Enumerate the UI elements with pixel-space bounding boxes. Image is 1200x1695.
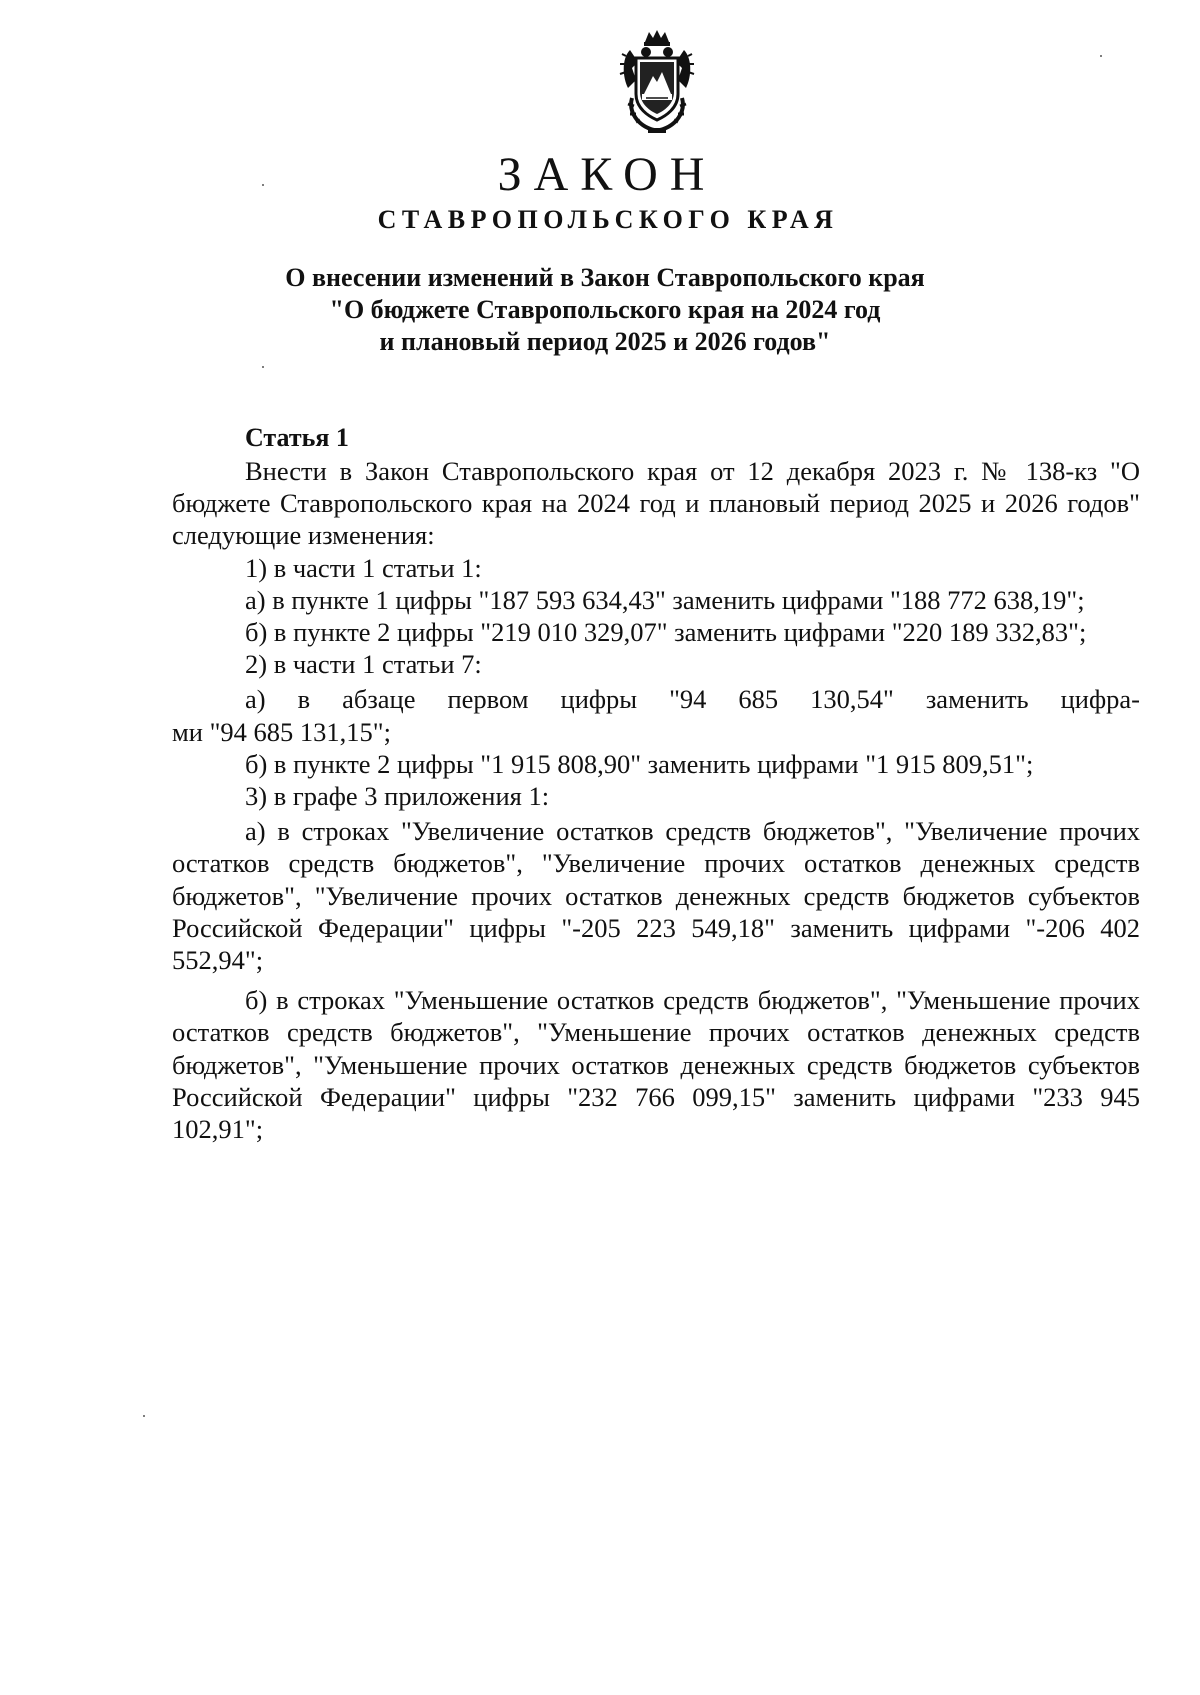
scan-speck: [262, 366, 264, 368]
article-body: [172, 455, 1140, 1145]
list-item: б) в строках "Уменьшение остатков средств бюджетов", "Уменьшение прочих остатков средств бюджетов", "Уменьшение прочих остатков денежных средств бюджетов", "Уменьшение прочих остатков денежных средств бюджетов субъектов Российской Федерации" цифры "232 766 099,15" заменить цифрами "233 945 102,91";: [172, 985, 1140, 1145]
law-heading-line: "О бюджете Ставропольского края на 2024 год: [329, 295, 881, 324]
list-item-line: а) в абзаце первом цифры "94 685 130,54" заменить цифра-: [245, 684, 1140, 715]
scan-speck: [1100, 55, 1102, 57]
list-item: 3) в графе 3 приложения 1:: [245, 781, 550, 812]
list-item: 2) в части 1 статьи 7:: [245, 649, 482, 680]
document-title: ЗАКОН: [497, 148, 717, 201]
list-item: 1) в части 1 статьи 1:: [245, 552, 482, 583]
list-item: а) в строках "Увеличение остатков средств бюджетов", "Увеличение прочих остатков средств бюджетов", "Увеличение прочих остатков денежных средств бюджетов", "Увеличение прочих остатков денежных средств бюджетов субъектов Российской Федерации" цифры "-205 223 549,18" заменить цифрами "-206 402 552,94";: [172, 816, 1140, 976]
article-title: Статья 1: [245, 423, 349, 452]
document-region: СТАВРОПОЛЬСКОГО КРАЯ: [377, 205, 839, 234]
list-item: б) в пункте 2 цифры "1 915 808,90" заменить цифрами "1 915 809,51";: [245, 748, 1034, 779]
article-intro: Внести в Закон Ставропольского края от 12 декабря 2023 г. № 138-кз "О бюджете Ставропольского края на 2024 год и плановый период 2025 и 2026 годов" следующие изменения:: [172, 456, 1140, 551]
law-heading-line: О внесении изменений в Закон Ставропольского края: [285, 263, 925, 292]
law-heading: [180, 262, 1030, 358]
scan-speck: [262, 184, 264, 186]
list-item-line: ми "94 685 131,15";: [172, 716, 391, 747]
list-item: б) в пункте 2 цифры "219 010 329,07" заменить цифрами "220 189 332,83";: [245, 617, 1087, 648]
law-heading-line: и плановый период 2025 и 2026 годов": [379, 327, 831, 356]
coat-of-arms-icon: [618, 28, 696, 136]
list-item: а) в пункте 1 цифры "187 593 634,43" заменить цифрами "188 772 638,19";: [245, 584, 1085, 615]
scan-speck: [143, 1415, 145, 1417]
